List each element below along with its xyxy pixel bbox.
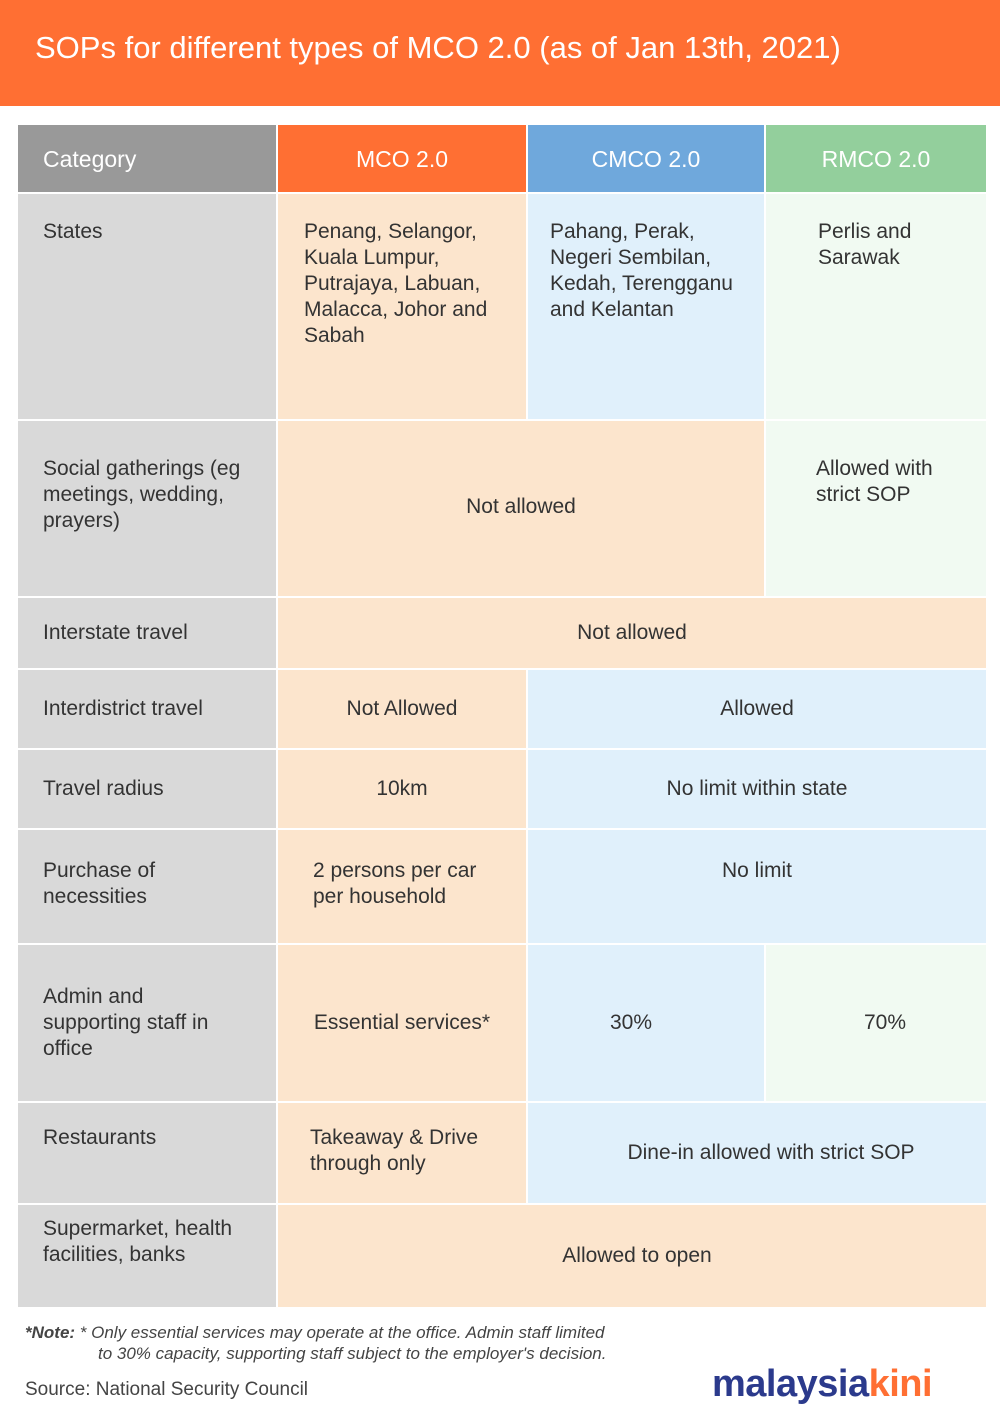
- interdistrict-mco: Not Allowed: [278, 670, 526, 748]
- row-label-states: States: [18, 194, 276, 419]
- states-mco: Penang, Selangor, Kuala Lumpur, Putrajaya, Labuan, Malacca, Johor and Sabah: [278, 194, 526, 419]
- admin-cmco: 30%: [528, 945, 764, 1101]
- page-title: SOPs for different types of MCO 2.0 (as of Jan 13th, 2021): [35, 30, 841, 65]
- admin-mco: Essential services*: [278, 945, 526, 1101]
- radius-cmco-rmco: No limit within state: [528, 750, 986, 828]
- footnote-line2: to 30% capacity, supporting staff subject to the employer's decision.: [98, 1344, 607, 1363]
- logo-part-kini: kini: [868, 1363, 933, 1405]
- necessities-mco: 2 persons per car per household: [278, 830, 526, 943]
- social-rmco: Allowed with strict SOP: [766, 421, 986, 596]
- interstate-all: Not allowed: [278, 598, 986, 668]
- row-label-social: Social gatherings (eg meetings, wedding, prayers): [18, 421, 276, 596]
- radius-mco: 10km: [278, 750, 526, 828]
- footnote-prefix: *Note:: [25, 1323, 76, 1342]
- header-category: Category: [18, 125, 276, 192]
- social-mco-cmco: Not allowed: [278, 421, 764, 596]
- row-label-necessities: Purchase of necessities: [18, 830, 276, 943]
- footnote: [25, 1322, 605, 1344]
- states-cmco: Pahang, Perak, Negeri Sembilan, Kedah, Terengganu and Kelantan: [528, 194, 764, 419]
- restaurants-mco: Takeaway & Drive through only: [278, 1103, 526, 1203]
- row-label-restaurants: Restaurants: [18, 1103, 276, 1203]
- row-label-interdistrict: Interdistrict travel: [18, 670, 276, 748]
- interdistrict-cmco-rmco: Allowed: [528, 670, 986, 748]
- title-banner: [0, 0, 1000, 106]
- supermarket-all: Allowed to open: [278, 1205, 986, 1307]
- header-cmco: CMCO 2.0: [528, 125, 764, 192]
- row-label-admin: Admin and supporting staff in office: [18, 945, 276, 1101]
- row-label-interstate: Interstate travel: [18, 598, 276, 668]
- footnote-line1: * Only essential services may operate at the office. Admin staff limited: [75, 1323, 605, 1342]
- header-rmco: RMCO 2.0: [766, 125, 986, 192]
- states-rmco: Perlis and Sarawak: [766, 194, 986, 419]
- restaurants-cmco-rmco: Dine-in allowed with strict SOP: [528, 1103, 986, 1203]
- admin-rmco: 70%: [766, 945, 986, 1101]
- row-label-supermarket: Supermarket, health facilities, banks: [18, 1205, 276, 1307]
- source-credit: Source: National Security Council: [25, 1379, 309, 1400]
- header-mco: MCO 2.0: [278, 125, 526, 192]
- logo-part-malaysia: malaysia: [712, 1363, 869, 1405]
- row-label-radius: Travel radius: [18, 750, 276, 828]
- malaysiakini-logo: [712, 1363, 932, 1406]
- necessities-cmco-rmco: No limit: [528, 830, 986, 943]
